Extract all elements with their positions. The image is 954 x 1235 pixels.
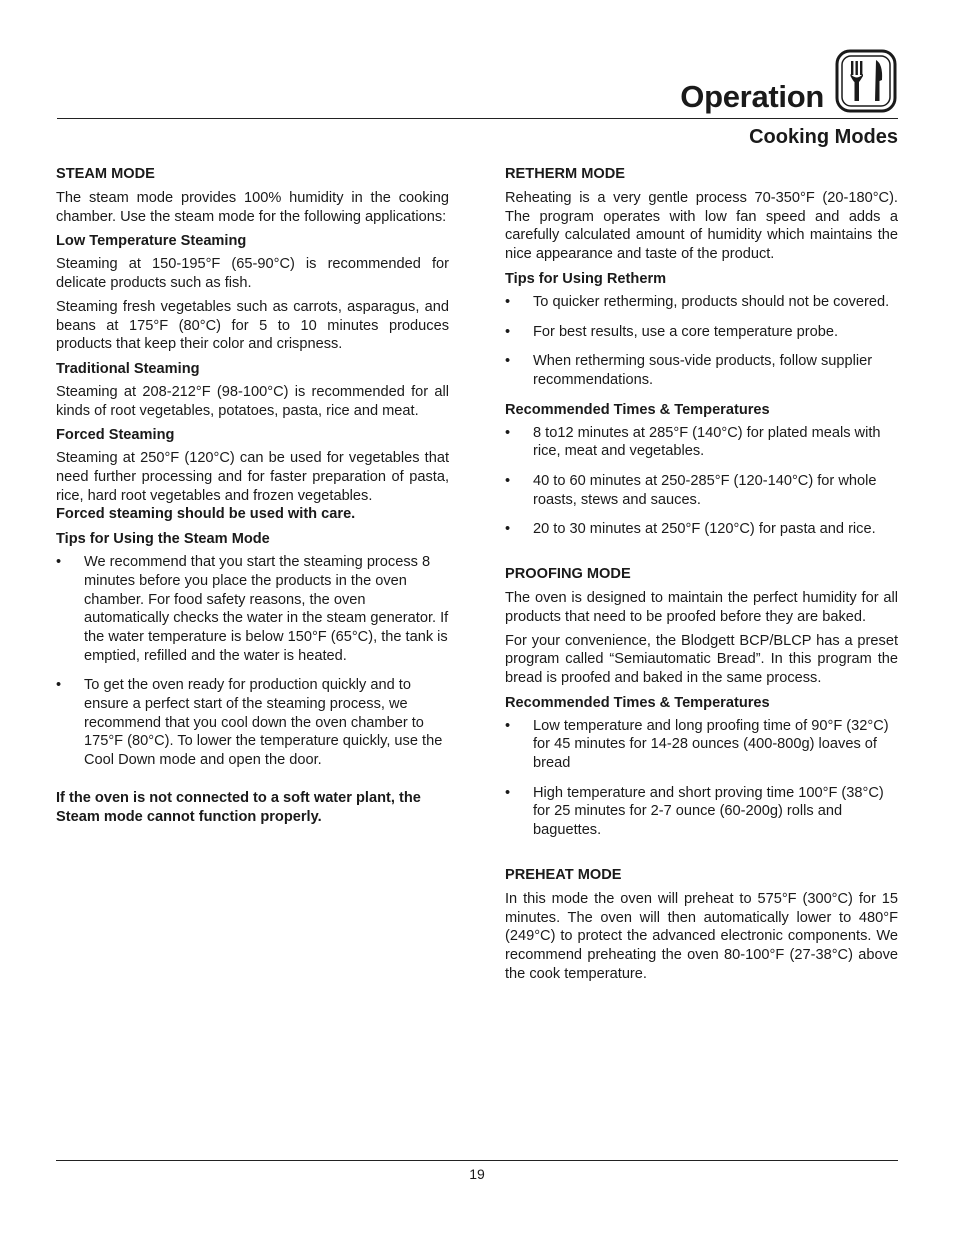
bullet: • xyxy=(505,323,511,340)
list-item xyxy=(505,293,898,312)
proofing-times-heading: Recommended Times & Temperatures xyxy=(505,694,770,711)
list-item xyxy=(56,553,449,665)
header-rule xyxy=(57,118,898,119)
proofing-mode-heading: PROOFING MODE xyxy=(505,566,631,583)
steam-tips-heading: Tips for Using the Steam Mode xyxy=(56,531,270,548)
list-item-text: 8 to12 minutes at 285°F (140°C) for plated meals with rice, meat and vegetables. xyxy=(533,424,881,460)
traditional-heading: Traditional Steaming xyxy=(56,360,200,377)
proofing-paragraph-2: For your convenience, the Blodgett BCP/BLCP has a preset program called “Semiautomatic Bread”. In this program the bread is proofed and baked in the same process. xyxy=(505,632,898,686)
proofing-times-list xyxy=(505,717,898,840)
right-column xyxy=(505,165,898,988)
steam-tips-list xyxy=(56,553,449,770)
retherm-tips-heading: Tips for Using Retherm xyxy=(505,270,667,287)
forced-heading: Forced Steaming xyxy=(56,427,175,444)
fork-knife-icon xyxy=(834,48,898,114)
list-item-text: High temperature and short proving time 100°F (38°C) for 25 minutes for 2-7 ounce (60-200g) rolls and baguettes. xyxy=(533,784,884,839)
section-title: Cooking Modes xyxy=(749,126,898,148)
list-item xyxy=(505,520,898,539)
preheat-paragraph: In this mode the oven will preheat to 575°F (300°C) for 15 minutes. The oven will then automatically lower to 480°F (249°C) to protect the advanced electronic components. We recommend preheating the oven 80-100°F (27-38°C) above the cook temperature. xyxy=(505,890,898,982)
list-item xyxy=(505,472,898,509)
traditional-paragraph: Steaming at 208-212°F (98-100°C) is recommended for all kinds of root vegetables, potatoes, pasta, rice and meat. xyxy=(56,383,449,419)
low-temp-paragraph-1: Steaming at 150-195°F (65-90°C) is recommended for delicate products such as fish. xyxy=(56,256,449,292)
list-item-text: When retherming sous-vide products, follow supplier recommendations. xyxy=(533,353,873,388)
forced-paragraph: Steaming at 250°F (120°C) can be used for vegetables that need further processing and for faster preparation of pasta, rice, hard root vegetables and frozen vegetables. xyxy=(56,450,449,504)
retherm-tips-list xyxy=(505,293,898,390)
left-column xyxy=(56,165,449,831)
steam-mode-heading: STEAM MODE xyxy=(56,166,155,182)
page-title: Operation xyxy=(680,79,824,114)
list-item-text: Low temperature and long proofing time of 90°F (32°C) for 45 minutes for 14-28 ounces (400-800g) loaves of bread xyxy=(533,717,889,772)
list-item-text: We recommend that you start the steaming process 8 minutes before you place the products in the oven chamber. For food safety reasons, the oven automatically checks the water in the steam generator. If the water temperature is below 150°F (65°C), the tank is emptied, refilled and the water is heated. xyxy=(84,554,449,664)
list-item-text: For best results, use a core temperature probe. xyxy=(533,323,838,340)
bullet: • xyxy=(505,353,511,370)
retherm-paragraph: Reheating is a very gentle process 70-350°F (20-180°C). The program operates with low fan speed and adds a carefully calculated amount of humidity which maintains the nice appearance and taste of the product. xyxy=(505,190,898,263)
list-item-text: 20 to 30 minutes at 250°F (120°C) for pasta and rice. xyxy=(533,521,876,538)
list-item-text: To get the oven ready for production quickly and to ensure a perfect start of the steaming process, we recommend that you cool down the oven chamber to 175°F (80°C). To lower the temperature quickly, use the Cool Down mode and open the door. xyxy=(84,677,443,769)
footer-rule xyxy=(56,1160,898,1161)
page-number: 19 xyxy=(469,1166,485,1182)
bullet: • xyxy=(56,554,62,571)
list-item xyxy=(505,424,898,461)
bullet: • xyxy=(505,521,511,538)
bullet: • xyxy=(56,677,62,694)
retherm-times-list xyxy=(505,424,898,540)
preheat-mode-heading: PREHEAT MODE xyxy=(505,866,622,883)
forced-warning: Forced steaming should be used with care. xyxy=(56,506,356,523)
list-item xyxy=(505,784,898,840)
list-item xyxy=(505,323,898,342)
proofing-paragraph-1: The oven is designed to maintain the perfect humidity for all products that need to be proofed before they are baked. xyxy=(505,590,898,625)
list-item xyxy=(56,676,449,770)
list-item-text: To quicker retherming, products should not be covered. xyxy=(533,293,890,310)
low-temp-heading: Low Temperature Steaming xyxy=(56,233,247,250)
steam-intro: The steam mode provides 100% humidity in the cooking chamber. Use the steam mode for the following applications: xyxy=(56,190,449,225)
bullet: • xyxy=(505,784,511,801)
list-item xyxy=(505,352,898,389)
retherm-mode-heading: RETHERM MODE xyxy=(505,166,625,182)
low-temp-paragraph-2: Steaming fresh vegetables such as carrots, asparagus, and beans at 175°F (80°C) for 5 to 10 minutes produces products that keep their color and crispness. xyxy=(56,298,449,353)
retherm-times-heading: Recommended Times & Temperatures xyxy=(505,401,770,418)
list-item xyxy=(505,717,898,773)
bullet: • xyxy=(505,717,511,734)
bullet: • xyxy=(505,473,511,490)
bullet: • xyxy=(505,293,511,310)
soft-water-warning: If the oven is not connected to a soft water plant, the Steam mode cannot function properly. xyxy=(56,789,421,825)
bullet: • xyxy=(505,424,511,441)
list-item-text: 40 to 60 minutes at 250-285°F (120-140°C) for whole roasts, stews and sauces. xyxy=(533,473,877,508)
